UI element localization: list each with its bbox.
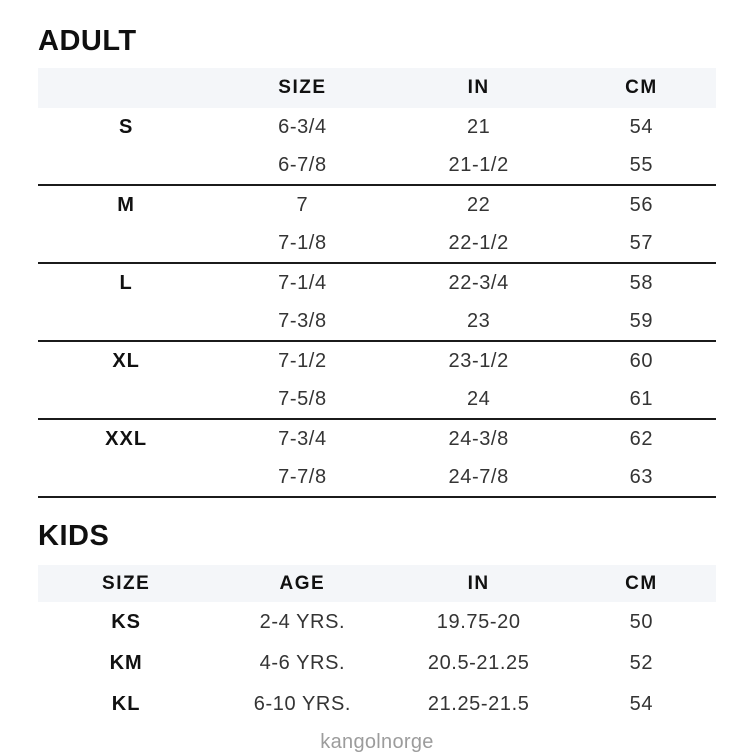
in-cell: 19.75-20 <box>436 611 521 633</box>
cm-cell: 60 <box>629 349 654 372</box>
size-cell: 7 <box>296 193 309 216</box>
table-row <box>38 263 716 302</box>
in-cell: 22 <box>466 193 491 216</box>
cm-cell: 56 <box>629 193 654 216</box>
in-cell: 21 <box>466 115 491 138</box>
age-cell: 4-6 YRS. <box>259 652 346 674</box>
cm-cell: 58 <box>629 271 654 294</box>
table-row <box>38 224 716 263</box>
brand-watermark: kangolnorge <box>320 731 434 753</box>
kids-section-title: KIDS <box>38 520 110 552</box>
age-cell: 6-10 YRS. <box>253 693 352 715</box>
size-group-label <box>38 146 214 185</box>
adult-size-table <box>38 68 716 498</box>
kids-header-age: AGE <box>214 565 390 602</box>
in-cell: 24-3/8 <box>448 427 509 450</box>
cm-cell: 55 <box>567 146 716 185</box>
in-cell: 21.25-21.5 <box>427 693 530 715</box>
in-cell: 24 <box>391 380 567 419</box>
adult-header-blank <box>38 68 214 108</box>
in-cell: 23-1/2 <box>448 349 509 372</box>
cm-cell: 62 <box>629 427 654 450</box>
kids-header-size: SIZE <box>38 565 214 602</box>
kids-size-table <box>38 565 716 725</box>
size-cell: 7-3/8 <box>214 302 390 341</box>
table-row <box>38 684 716 725</box>
size-cell: 7-3/4 <box>278 427 327 450</box>
cm-cell: 54 <box>629 693 654 715</box>
cm-cell: 54 <box>629 115 654 138</box>
size-cell: 7-1/8 <box>214 224 390 263</box>
table-row <box>38 185 716 224</box>
table-row <box>38 302 716 341</box>
size-cell: 7-5/8 <box>214 380 390 419</box>
cm-cell: 57 <box>567 224 716 263</box>
table-row <box>38 341 716 380</box>
table-row <box>38 146 716 185</box>
adult-header-size: SIZE <box>214 68 390 108</box>
size-group-label: KM <box>109 652 143 674</box>
table-row <box>38 643 716 684</box>
table-row <box>38 380 716 419</box>
size-group-label <box>38 224 214 263</box>
in-cell: 21-1/2 <box>391 146 567 185</box>
adult-header-in: IN <box>391 68 567 108</box>
table-row <box>38 419 716 458</box>
size-group-label: S <box>118 115 134 138</box>
table-row <box>38 602 716 643</box>
size-group-label: M <box>117 193 135 216</box>
in-cell: 23 <box>391 302 567 341</box>
in-cell: 22-1/2 <box>391 224 567 263</box>
size-group-label: XL <box>112 349 140 372</box>
adult-section-title: ADULT <box>38 25 137 57</box>
size-group-label <box>38 302 214 341</box>
cm-cell: 50 <box>629 611 654 633</box>
size-group-label: KS <box>111 611 142 633</box>
age-cell: 2-4 YRS. <box>259 611 346 633</box>
size-group-label <box>38 380 214 419</box>
kids-header-row <box>38 565 716 602</box>
size-group-label <box>38 458 214 497</box>
size-cell: 6-3/4 <box>278 115 327 138</box>
adult-header-row <box>38 68 716 108</box>
size-group-label: XXL <box>105 427 148 450</box>
size-group-label: L <box>119 271 133 294</box>
kids-header-in: IN <box>391 565 567 602</box>
cm-cell: 52 <box>629 652 654 674</box>
size-cell: 6-7/8 <box>214 146 390 185</box>
in-cell: 20.5-21.25 <box>427 652 530 674</box>
kids-header-cm: CM <box>567 565 716 602</box>
in-cell: 22-3/4 <box>448 271 509 294</box>
size-cell: 7-7/8 <box>214 458 390 497</box>
size-cell: 7-1/2 <box>278 349 327 372</box>
table-row <box>38 108 716 146</box>
adult-header-cm: CM <box>567 68 716 108</box>
size-cell: 7-1/4 <box>278 271 327 294</box>
cm-cell: 63 <box>567 458 716 497</box>
size-group-label: KL <box>111 693 141 715</box>
in-cell: 24-7/8 <box>391 458 567 497</box>
cm-cell: 59 <box>567 302 716 341</box>
cm-cell: 61 <box>567 380 716 419</box>
table-row <box>38 458 716 497</box>
